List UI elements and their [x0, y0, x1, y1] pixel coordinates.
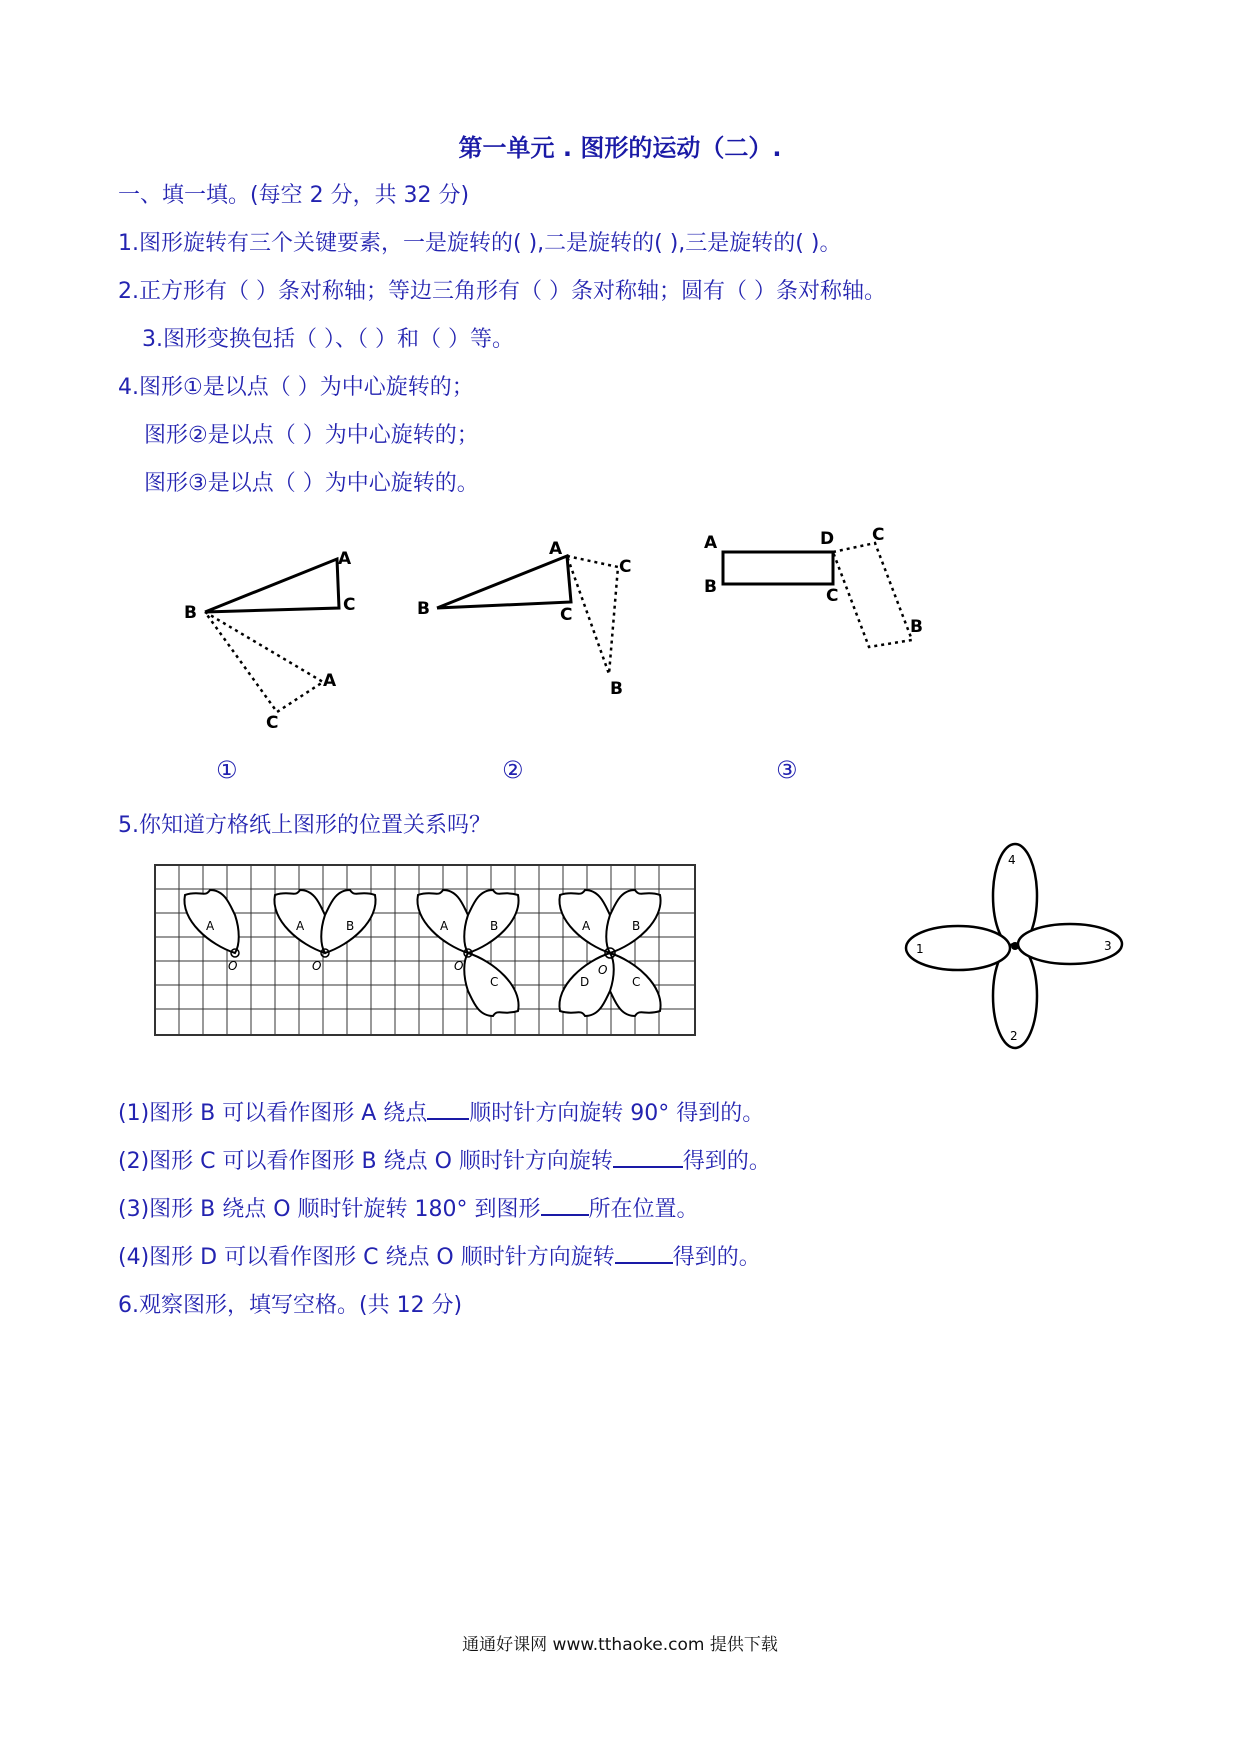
q5-4-text-a: (4)图形 D 可以看作图形 C 绕点 O 顺时针方向旋转 — [118, 1245, 615, 1270]
grid-petal-a-1: A — [206, 919, 215, 933]
q5-2-text-b: 得到的。 — [682, 1149, 771, 1174]
grid-center-o-1: O — [228, 959, 238, 973]
question-4-line-2: 图形②是以点（ ）为中心旋转的； — [144, 423, 479, 448]
fig1-label-c2: C — [266, 713, 279, 733]
q5-3-blank[interactable] — [541, 1196, 589, 1216]
figure-3-number: ③ — [776, 756, 798, 784]
grid-petal-c-4: C — [632, 975, 641, 989]
question-2: 2.正方形有（ ）条对称轴；等边三角形有（ ）条对称轴；圆有（ ）条对称轴。 — [118, 279, 886, 304]
q5-3-text-b: 所在位置。 — [588, 1197, 699, 1222]
fig1-label-a: A — [338, 549, 352, 569]
grid-petal-b-4: B — [632, 919, 641, 933]
grid-figure — [150, 860, 700, 1040]
grid-petal-b-2: B — [346, 919, 355, 933]
figure-3 — [723, 543, 912, 647]
figure-1 — [205, 559, 339, 712]
grid-center-o-4: O — [598, 963, 608, 977]
fig2-label-c: C — [560, 605, 573, 625]
q5-1-blank[interactable] — [427, 1100, 469, 1120]
question-1: 1.图形旋转有三个关键要素，一是旋转的( ),二是旋转的( ),三是旋转的( )。 — [118, 231, 842, 256]
fig2-label-b: B — [417, 599, 430, 619]
question-5-2 — [118, 1144, 771, 1175]
q5-2-blank[interactable] — [613, 1148, 683, 1168]
oval-center-point — [1011, 942, 1019, 950]
section-heading: 一、填一填。(每空 2 分，共 32 分) — [118, 183, 470, 208]
oval-number-3: 3 — [1104, 939, 1112, 953]
q5-3-text-a: (3)图形 B 绕点 O 顺时针旋转 180° 到图形 — [118, 1197, 541, 1222]
oval-number-1: 1 — [916, 942, 924, 956]
question-5-4 — [118, 1240, 761, 1271]
rotation-figures — [0, 510, 1240, 800]
question-6: 6.观察图形，填写空格。(共 12 分) — [118, 1293, 463, 1318]
grid-petal-b-3: B — [490, 919, 499, 933]
fig1-label-c: C — [343, 595, 356, 615]
figure-1-number: ① — [216, 756, 238, 784]
question-4-line-3: 图形③是以点（ ）为中心旋转的。 — [144, 471, 479, 496]
q5-1-text-b: 顺时针方向旋转 90° 得到的。 — [469, 1101, 765, 1126]
question-3: 3.图形变换包括（ ）、（ ）和（ ）等。 — [142, 327, 514, 352]
q5-4-text-b: 得到的。 — [672, 1245, 761, 1270]
question-5: 5.你知道方格纸上图形的位置关系吗？ — [118, 813, 491, 838]
fig2-label-b2: B — [610, 679, 623, 699]
fig3-label-b: B — [704, 577, 717, 597]
fig1-label-a2: A — [323, 671, 337, 691]
fig3-label-b2: B — [910, 617, 923, 637]
q5-2-text-a: (2)图形 C 可以看作图形 B 绕点 O 顺时针方向旋转 — [118, 1149, 613, 1174]
q5-4-blank[interactable] — [615, 1244, 673, 1264]
grid-petal-a-3: A — [440, 919, 449, 933]
fig3-label-d: D — [820, 529, 835, 549]
page-title: 第一单元 . 图形的运动（二）. — [458, 134, 782, 162]
grid-center-o-2: O — [312, 959, 322, 973]
ovals-figure — [900, 840, 1140, 1070]
page-footer: 通通好课网 www.tthaoke.com 提供下载 — [462, 1635, 778, 1655]
fig3-label-a: A — [704, 533, 718, 553]
question-5-3 — [118, 1192, 699, 1223]
fig1-label-b: B — [184, 603, 197, 623]
fig3-label-c: C — [826, 586, 839, 606]
fig3-label-c2: C — [872, 525, 885, 545]
grid-petal-a-2: A — [296, 919, 305, 933]
fig2-label-a: A — [549, 539, 563, 559]
grid-center-o-3: O — [454, 959, 464, 973]
oval-number-2: 2 — [1010, 1029, 1018, 1043]
q5-1-text-a: (1)图形 B 可以看作图形 A 绕点 — [118, 1101, 428, 1126]
question-5-1 — [118, 1096, 764, 1127]
grid-petal-c-3: C — [490, 975, 499, 989]
oval-number-4: 4 — [1008, 853, 1016, 867]
figure-2-number: ② — [502, 756, 524, 784]
figure-2 — [437, 556, 618, 674]
grid-petal-d-4: D — [580, 975, 590, 989]
question-4-line-1: 4.图形①是以点（ ）为中心旋转的； — [118, 375, 474, 400]
fig2-label-c2: C — [619, 557, 632, 577]
grid-petal-a-4: A — [582, 919, 591, 933]
